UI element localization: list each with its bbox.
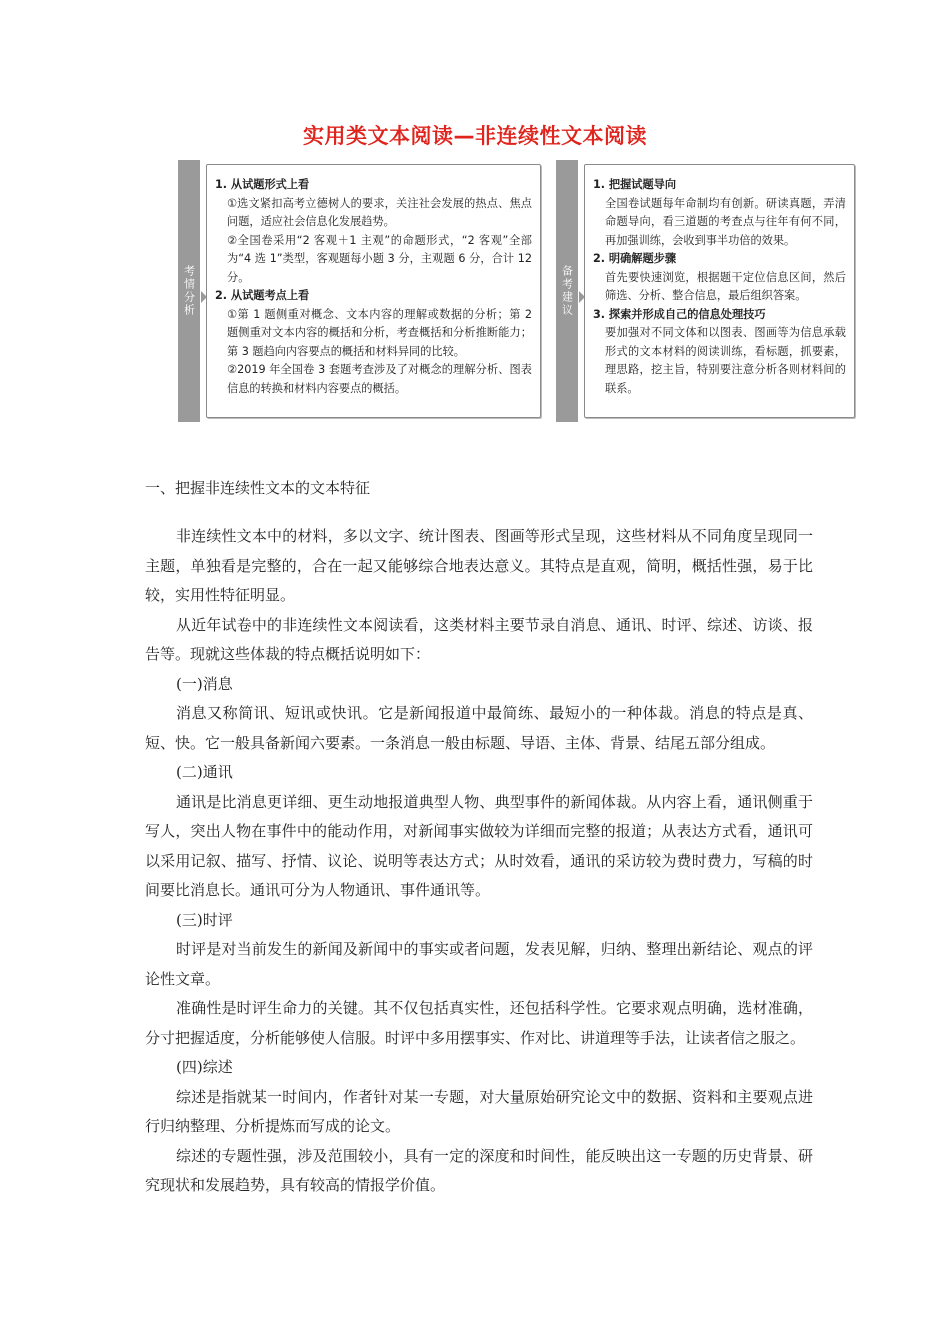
suggestion-para-2: 首先要快速浏览，根据题干定位信息区间，然后筛选、分析、整合信息，最后组织答案。 bbox=[605, 270, 846, 302]
analysis-para-1-2: ②全国卷采用“2 客观＋1 主观”的命题形式，“2 客观”全部为“4 选 1”类型，客观题每小题 3 分，主观题 6 分，合计 12 分。 bbox=[227, 233, 532, 284]
exam-suggestion-side-label: 备考建议 bbox=[556, 160, 578, 422]
exam-analysis-box bbox=[206, 164, 541, 418]
page-title: 实用类文本阅读—非连续性文本阅读 bbox=[303, 124, 647, 148]
subheading: (一)消息 bbox=[176, 674, 233, 693]
section-heading: 一、把握非连续性文本的文本特征 bbox=[145, 479, 371, 497]
analysis-para-1-1: ①选文紧扣高考立德树人的要求，关注社会发展的热点、焦点问题，适应社会信息化发展趋势。 bbox=[227, 196, 532, 228]
paragraph: 综述是指就某一时间内，作者针对某一专题，对大量原始研究论文中的数据、资料和主要观点进行归纳整理、分析提炼而写成的论文。 bbox=[145, 1087, 813, 1135]
paragraph: 通讯是比消息更详细、更生动地报道典型人物、典型事件的新闻体裁。从内容上看，通讯侧重于写人，突出人物在事件中的能动作用，对新闻事实做较为详细而完整的报道；从表达方式看，通讯可以采用记叙、描写、抒情、议论、说明等表达方式；从时效看，通讯的采访较为费时费力，写稿的时间要比消息长。通讯可分为人物通讯、事件通讯等。 bbox=[145, 792, 813, 899]
paragraph: 从近年试卷中的非连续性文本阅读看，这类材料主要节录自消息、通讯、时评、综述、访谈、报告等。现就这些体裁的特点概括说明如下： bbox=[145, 615, 813, 663]
suggestion-heading-1: 1. 把握试题导向 bbox=[593, 178, 677, 191]
exam-suggestion-panel bbox=[556, 160, 857, 422]
suggestion-heading-2: 2. 明确解题步骤 bbox=[593, 252, 677, 265]
body-text bbox=[145, 522, 813, 1201]
exam-suggestion-box bbox=[584, 164, 855, 418]
analysis-heading-1: 1. 从试题形式上看 bbox=[215, 178, 310, 191]
paragraph: 消息又称简讯、短讯或快讯。它是新闻报道中最简练、最短小的一种体裁。消息的特点是真、短、快。它一般具备新闻六要素。一条消息一般由标题、导语、主体、背景、结尾五部分组成。 bbox=[145, 704, 813, 752]
paragraph: 综述的专题性强，涉及范围较小，具有一定的深度和时间性，能反映出这一专题的历史背景、研究现状和发展趋势，具有较高的情报学价值。 bbox=[145, 1146, 813, 1194]
subheading: (四)综述 bbox=[176, 1058, 233, 1076]
paragraph: 时评是对当前发生的新闻及新闻中的事实或者问题，发表见解，归纳、整理出新结论、观点的评论性文章。 bbox=[145, 940, 813, 988]
suggestion-para-1: 全国卷试题每年命制均有创新。研读真题，弄清命题导向，看三道题的考查点与往年有何不同，再加强训练，会收到事半功倍的效果。 bbox=[605, 196, 846, 247]
suggestion-heading-3: 3. 探索并形成自己的信息处理技巧 bbox=[593, 307, 766, 321]
analysis-para-2-1: ①第 1 题侧重对概念、文本内容的理解或数据的分析；第 2 题侧重对文本内容的概括和分析，考查概括和分析推断能力；第 3 题趋向内容要点的概括和材料异同的比较。 bbox=[227, 307, 532, 358]
subheading: (三)时评 bbox=[176, 910, 233, 929]
analysis-para-2-2: ②2019 年全国卷 3 套题考查涉及了对概念的理解分析、图表信息的转换和材料内容要点的概括。 bbox=[227, 363, 532, 395]
suggestion-para-3: 要加强对不同文体和以图表、图画等为信息承载形式的文本材料的阅读训练，看标题，抓要素，理思路，挖主旨，特别要注意分析各则材料间的联系。 bbox=[605, 326, 846, 395]
paragraph: 准确性是时评生命力的关键。其不仅包括真实性，还包括科学性。它要求观点明确，选材准确，分寸把握适度，分析能够使人信服。时评中多用摆事实、作对比、讲道理等手法，让读者信之服之。 bbox=[145, 999, 813, 1047]
subheading: (二)通讯 bbox=[176, 763, 233, 781]
exam-analysis-panel bbox=[178, 160, 543, 422]
paragraph: 非连续性文本中的材料，多以文字、统计图表、图画等形式呈现，这些材料从不同角度呈现同一主题，单独看是完整的，合在一起又能够综合地表达意义。其特点是直观，简明，概括性强，易于比较，实用性特征明显。 bbox=[145, 527, 813, 604]
analysis-heading-2: 2. 从试题考点上看 bbox=[215, 289, 310, 302]
exam-analysis-side-label: 考情分析 bbox=[178, 160, 200, 422]
